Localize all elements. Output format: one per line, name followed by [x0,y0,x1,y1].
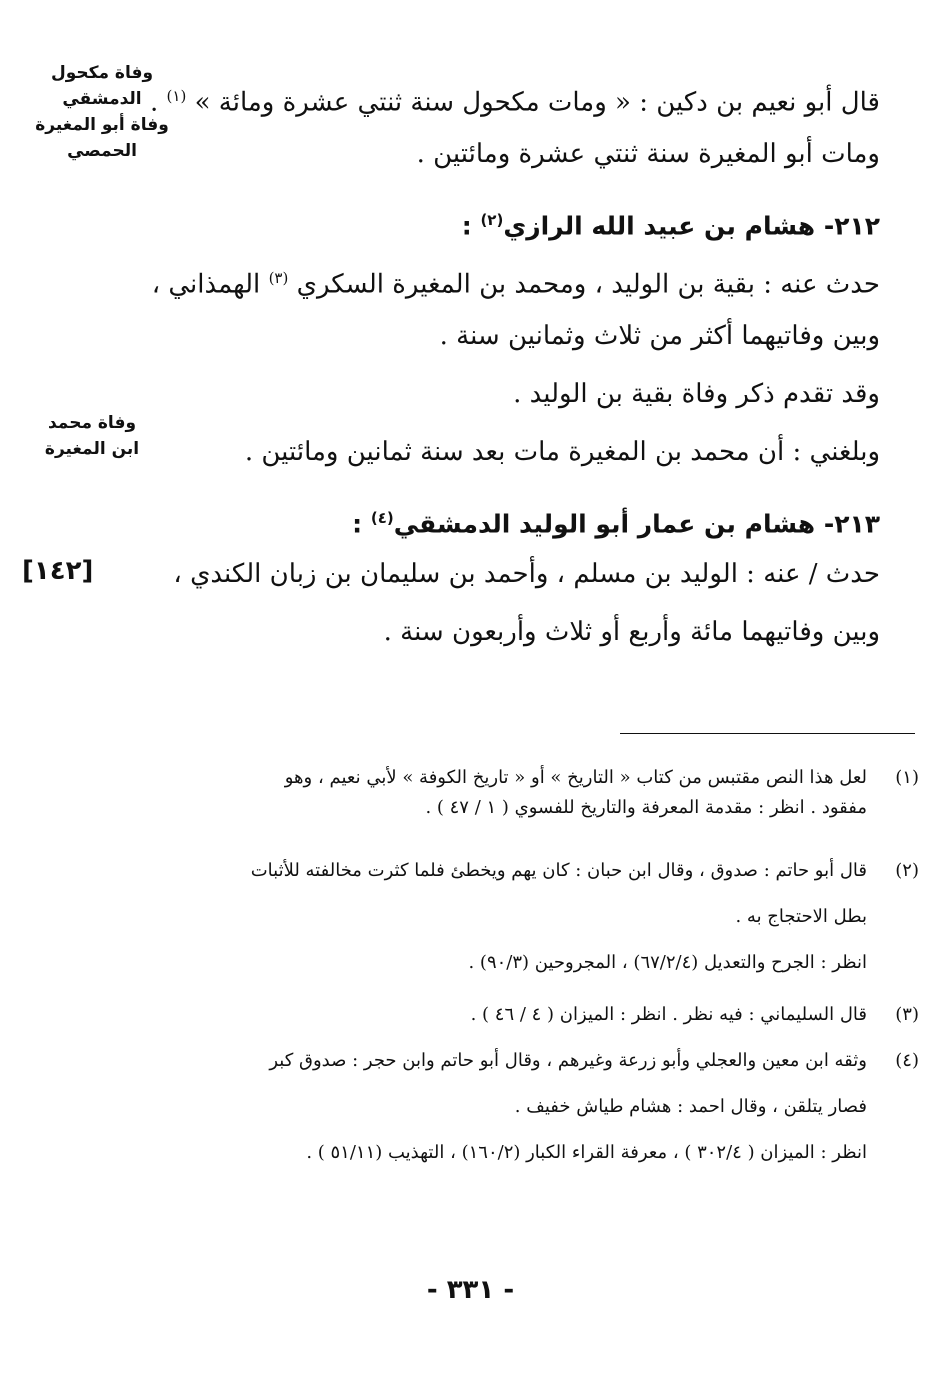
text-line [150,76,880,123]
footnote-ref: (٢) [480,211,504,229]
margin-note-line: وفاة أبو المغيرة [35,115,169,135]
entry-heading-213 [352,498,880,544]
text-segment: قال أبو نعيم بن دكين : « ومات مكحول سنة ثنتي عشرة ومائة » [186,87,880,118]
footnote-2 [154,856,919,976]
footnote-number: (٤) [895,1050,919,1071]
footnote-body [154,1046,867,1168]
footnote-line: قال أبو حاتم : صدوق ، وقال ابن حبان : كان يهم ويخطئ فلما كثرت مخالفته للأثبات [250,860,867,881]
footnote-4 [154,1046,919,1166]
text-segment: الهمذاني ، [151,269,269,300]
footnote-body [154,1000,867,1030]
heading-text: ٢١٢- هشام بن عبيد الله الرازي [503,211,880,241]
footnote-body [154,856,867,978]
text-line: وبين وفاتيهما أكثر من ثلاث وثمانين سنة . [439,321,880,351]
footnote-line: انظر : الميزان ( ٣٠٢/٤ ) ، معرفة القراء الكبار (١٦٠/٢) ، التهذيب (٥١/١١ ) . [306,1142,867,1163]
text-line: وبلغني : أن محمد بن المغيرة مات بعد سنة ثمانين ومائتين . [244,437,880,467]
heading-text: ٢١٣- هشام بن عمار أبو الوليد الدمشقي [393,509,880,539]
text-line: وبين وفاتيهما مائة وأربع أو ثلاث وأربعون سنة . [383,617,880,647]
footnote-line: قال السليماني : فيه نظر . انظر : الميزان ( ٤ / ٤٦ ) . [470,1004,867,1025]
footnote-line: لعل هذا النص مقتبس من كتاب « التاريخ » أو « تاريخ الكوفة » لأبي نعيم ، وهو [284,767,867,788]
margin-note-line: ابن المغيرة [44,439,140,459]
footnote-line: وثقه ابن معين والعجلي وأبو زرعة وغيرهم ، وقال أبو حاتم وابن حجر : صدوق كبر [269,1050,867,1071]
footnote-number: (٢) [895,860,919,881]
text-segment: حدث عنه : بقية بن الوليد ، ومحمد بن المغيرة السكري [288,269,880,300]
footnote-ref: (١) [166,87,187,105]
heading-colon: : [352,509,371,539]
margin-note-line: وفاة مكحول [50,63,154,83]
margin-note-line: الحمصي [67,141,137,161]
entry-heading-212 [462,200,880,246]
footnote-number: (٣) [895,1004,919,1025]
footnote-ref: (٣) [268,269,289,287]
footnote-3 [154,1000,919,1030]
margin-note-line: الدمشقي [62,89,142,109]
footnote-separator [620,733,915,734]
text-line [152,258,880,305]
text-line: ومات أبو المغيرة سنة ثنتي عشرة ومائتين . [416,139,880,169]
page-number: - ٣٣١ - [426,1275,515,1305]
footnote-line: انظر : الجرح والتعديل (٦٧/٢/٤) ، المجروحين (٩٠/٣) . [468,952,867,973]
footnote-number: (١) [895,767,919,788]
footnote-line: مفقود . انظر : مقدمة المعرفة والتاريخ للفسوي ( ١ / ٤٧ ) . [425,797,867,818]
margin-note-line: وفاة محمد [47,413,137,433]
folio-marker: [١٤٢] [22,556,94,586]
footnote-ref: (٤) [370,509,394,527]
footnote-line: بطل الاحتجاج به . [735,906,867,927]
text-line: وقد تقدم ذكر وفاة بقية بن الوليد . [513,379,880,409]
text-segment: . [150,87,167,118]
margin-note-muhammad [22,410,162,462]
text-line: حدث / عنه : الوليد بن مسلم ، وأحمد بن سليمان بن زبان الكندي ، [173,559,880,589]
footnote-line: فصار يتلقن ، وقال احمد : هشام طياش خفيف . [514,1096,867,1117]
footnote-1 [154,763,919,823]
footnote-body [154,763,867,823]
heading-colon: : [461,211,481,241]
